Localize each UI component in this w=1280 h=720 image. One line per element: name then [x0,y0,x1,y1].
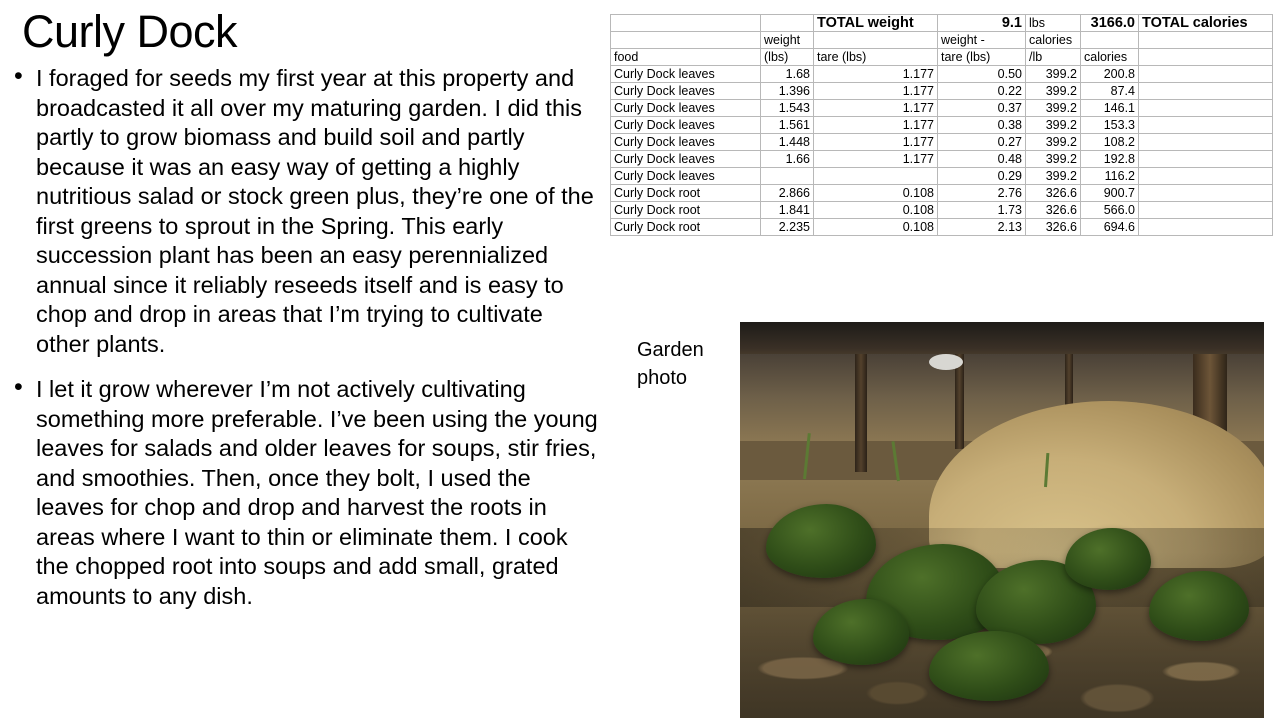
cell-empty [1139,49,1273,66]
header-net-line1: weight - [938,32,1026,49]
cell-tare: 1.177 [814,66,938,83]
header-cal-per-lb-line1: calories [1026,32,1081,49]
cell-food: Curly Dock root [611,185,761,202]
cell-cal-per-lb: 399.2 [1026,100,1081,117]
cell-net: 0.22 [938,83,1026,100]
garden-photo [740,322,1264,718]
cell-tare: 0.108 [814,219,938,236]
total-calories-value: 3166.0 [1081,15,1139,32]
cell-empty [814,32,938,49]
cell-empty [1139,219,1273,236]
cell-tare: 1.177 [814,117,938,134]
cell-empty [1139,134,1273,151]
bullet-list [8,64,598,611]
cell-food: Curly Dock leaves [611,83,761,100]
cell-calories: 192.8 [1081,151,1139,168]
cell-tare: 1.177 [814,83,938,100]
cell-food: Curly Dock leaves [611,151,761,168]
cell-cal-per-lb: 399.2 [1026,83,1081,100]
cell-weight: 1.543 [761,100,814,117]
cell-empty [1139,83,1273,100]
table-row-summary [611,15,1273,32]
nutrition-table-container [610,14,1272,236]
cell-weight: 2.235 [761,219,814,236]
cell-tare [814,168,938,185]
cell-net: 0.27 [938,134,1026,151]
cell-net: 2.13 [938,219,1026,236]
cell-weight: 1.561 [761,117,814,134]
table-row [611,66,1273,83]
cell-empty [1081,32,1139,49]
cell-empty [1139,117,1273,134]
cell-empty [611,32,761,49]
cell-cal-per-lb: 399.2 [1026,66,1081,83]
cell-tare: 1.177 [814,151,938,168]
cell-weight [761,168,814,185]
table-header-row-top [611,32,1273,49]
total-weight-value: 9.1 [938,15,1026,32]
cell-calories: 566.0 [1081,202,1139,219]
cell-weight: 1.841 [761,202,814,219]
cell-net: 0.37 [938,100,1026,117]
list-item: • I let it grow wherever I’m not actively cultivating something more preferable. I’ve been using the young leaves for salads and older leaves for soups, stir fries, and smoothies. Then, once they bolt, I used the leaves for chop and drop and harvest the roots in areas where I want to thin or eliminate them. I cook the chopped root into soups and add small, grated amounts to any dish. [8,375,598,611]
cell-food: Curly Dock leaves [611,117,761,134]
header-weight-line2: (lbs) [761,49,814,66]
table-row [611,185,1273,202]
cell-net: 0.38 [938,117,1026,134]
table-header-row [611,49,1273,66]
cell-weight: 1.66 [761,151,814,168]
slide-text-column [8,6,598,706]
table-row [611,83,1273,100]
cell-empty [1139,32,1273,49]
cell-food: Curly Dock root [611,202,761,219]
cell-net: 0.50 [938,66,1026,83]
list-item: • I foraged for seeds my first year at this property and broadcasted it all over my maturing garden. I did this partly to grow biomass and build soil and partly because it was an easy way of getting a highly nutritious salad or stock green plus, they’re one of the first greens to sprout in the Spring. This early succession plant has been an easy perennialized annual since it reliably reseeds itself and is easy to chop and drop in areas that I’m trying to cultivate other plants. [8,64,598,359]
cell-weight: 1.68 [761,66,814,83]
cell-calories: 116.2 [1081,168,1139,185]
cell-food: Curly Dock root [611,219,761,236]
cell-cal-per-lb: 326.6 [1026,219,1081,236]
header-food: food [611,49,761,66]
cell-tare: 0.108 [814,185,938,202]
cell-calories: 153.3 [1081,117,1139,134]
cell-cal-per-lb: 399.2 [1026,168,1081,185]
cell-calories: 108.2 [1081,134,1139,151]
header-cal-per-lb-line2: /lb [1026,49,1081,66]
cell-calories: 694.6 [1081,219,1139,236]
cell-tare: 1.177 [814,134,938,151]
table-row [611,168,1273,185]
cell-cal-per-lb: 399.2 [1026,134,1081,151]
cell-empty [761,15,814,32]
cell-empty [1139,185,1273,202]
cell-cal-per-lb: 399.2 [1026,117,1081,134]
patio-table [929,354,963,370]
cell-calories: 146.1 [1081,100,1139,117]
cell-net: 0.29 [938,168,1026,185]
table-row [611,134,1273,151]
total-weight-unit: lbs [1026,15,1081,32]
cell-weight: 2.866 [761,185,814,202]
header-weight-line1: weight [761,32,814,49]
cell-cal-per-lb: 399.2 [1026,151,1081,168]
cell-empty [611,15,761,32]
cell-cal-per-lb: 326.6 [1026,202,1081,219]
total-calories-label: TOTAL calories [1139,15,1273,32]
photo-caption: Garden photo [637,339,704,389]
cell-tare: 0.108 [814,202,938,219]
cell-net: 0.48 [938,151,1026,168]
cell-food: Curly Dock leaves [611,168,761,185]
cell-calories: 200.8 [1081,66,1139,83]
table-row [611,202,1273,219]
cell-empty [1139,168,1273,185]
cell-food: Curly Dock leaves [611,134,761,151]
cell-empty [1139,66,1273,83]
table-row [611,219,1273,236]
cell-empty [1139,151,1273,168]
header-tare: tare (lbs) [814,49,938,66]
cell-cal-per-lb: 326.6 [1026,185,1081,202]
page-title: Curly Dock [22,6,238,57]
cell-empty [1139,202,1273,219]
header-net-line2: tare (lbs) [938,49,1026,66]
table-row [611,100,1273,117]
total-weight-label: TOTAL weight [814,15,938,32]
cell-net: 1.73 [938,202,1026,219]
cell-calories: 87.4 [1081,83,1139,100]
table-row [611,151,1273,168]
header-calories: calories [1081,49,1139,66]
tree-trunk [855,354,867,473]
cell-weight: 1.448 [761,134,814,151]
cell-food: Curly Dock leaves [611,66,761,83]
nutrition-table [610,14,1273,236]
cell-weight: 1.396 [761,83,814,100]
cell-net: 2.76 [938,185,1026,202]
cell-empty [1139,100,1273,117]
cell-food: Curly Dock leaves [611,100,761,117]
sprout [892,441,901,481]
cell-calories: 900.7 [1081,185,1139,202]
cell-tare: 1.177 [814,100,938,117]
table-row [611,117,1273,134]
